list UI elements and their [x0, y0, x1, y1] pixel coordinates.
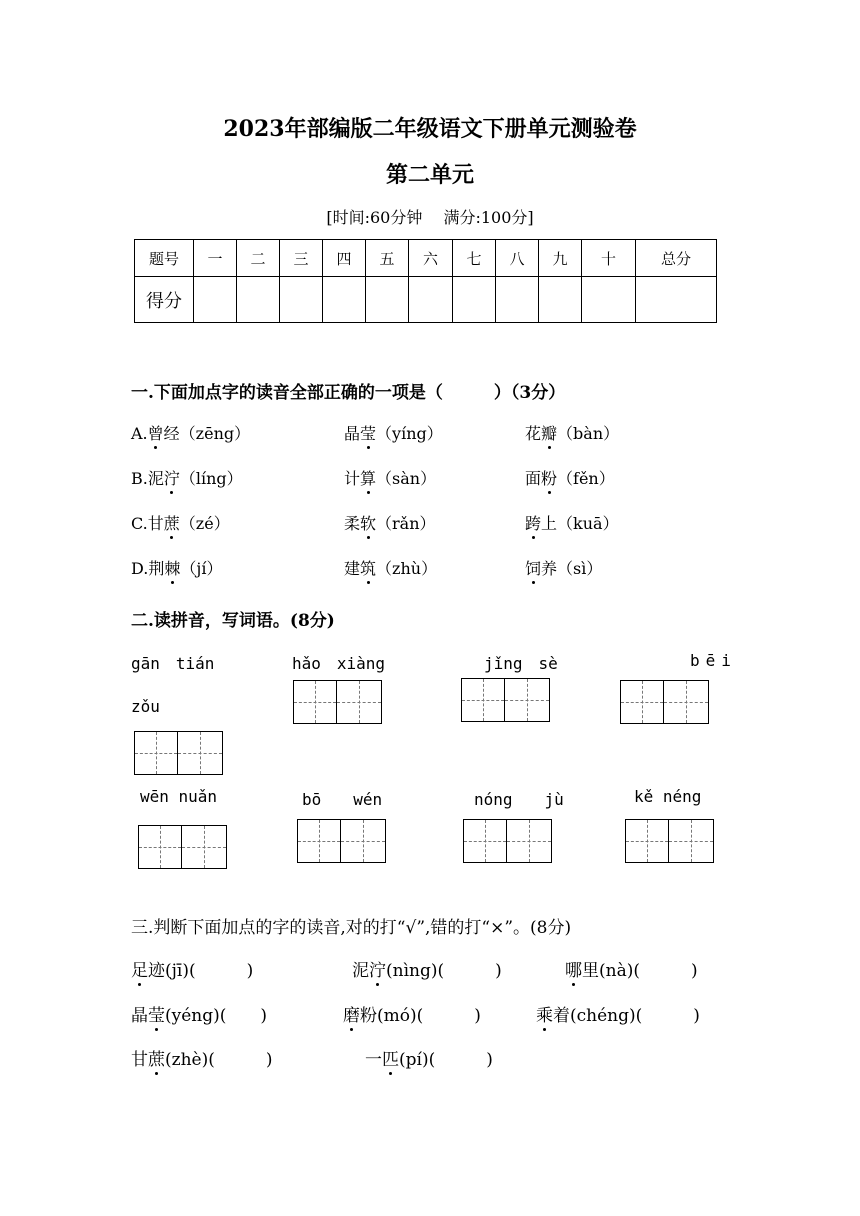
word-char: 蔗: [164, 511, 180, 534]
word-char: 泞: [164, 466, 180, 489]
dotted-char: 蔗: [148, 1045, 165, 1070]
score-input-cell[interactable]: [636, 277, 717, 323]
dotted-char: 泞: [369, 956, 386, 981]
q1-option-item: [525, 511, 619, 534]
option-letter: C.: [131, 514, 148, 533]
q1-option-item: [344, 556, 437, 579]
dotted-char: 磨: [343, 1001, 360, 1026]
word-char: 泥: [147, 469, 164, 488]
dotted-char: 哪: [565, 956, 582, 981]
pinyin-label: nóng jù: [474, 790, 564, 809]
score-table-cell: 五: [366, 240, 409, 277]
pinyin-label: jǐng sè: [484, 654, 558, 673]
pinyin-label: kě néng: [634, 787, 702, 806]
score-table-cell: 十: [582, 240, 636, 277]
score-input-cell[interactable]: [582, 277, 636, 323]
pinyin-label: hǎo xiàng: [292, 654, 386, 673]
pinyin-text: （zēng）: [179, 424, 251, 443]
q2-heading: 二.读拼音，写词语。(8分): [131, 611, 335, 631]
word-char: 面: [525, 469, 542, 488]
word-char: 上: [541, 514, 558, 533]
writing-grid[interactable]: [463, 819, 552, 863]
score-table-cell: 总分: [636, 240, 717, 277]
writing-grid[interactable]: [461, 678, 550, 722]
word-char: 养: [541, 559, 558, 578]
score-table-header-row: [135, 240, 717, 277]
q3-item[interactable]: 乘着(chéng)( ): [536, 1001, 700, 1026]
pinyin-label: wēn nuǎn: [140, 787, 218, 806]
q1-option-item: [131, 466, 243, 489]
score-input-cell[interactable]: [409, 277, 453, 323]
q1-option-item: [525, 466, 615, 489]
word-char: 莹: [360, 421, 376, 444]
pinyin-text: （sì）: [557, 559, 603, 578]
word-char: 经: [163, 424, 180, 443]
score-table-cell: 四: [323, 240, 366, 277]
score-table-score-row: [135, 277, 717, 323]
q3-item[interactable]: 晶莹(yéng)( ): [131, 1001, 267, 1026]
word-char: 甘: [147, 514, 164, 533]
word-char: 粉: [541, 466, 557, 489]
q3-item[interactable]: 甘蔗(zhè)( ): [131, 1045, 273, 1070]
q1-option-item: [525, 556, 602, 579]
word-char: 软: [360, 511, 376, 534]
pinyin-text: （zé）: [179, 514, 230, 533]
unit-title: 第二单元: [385, 162, 474, 188]
word-char: 筑: [360, 556, 376, 579]
pinyin-label: gān tián: [131, 654, 215, 673]
option-letter: D.: [131, 559, 149, 578]
pinyin-text: （bàn）: [557, 424, 620, 443]
time-score-info: [时间:60分钟 满分:100分]: [326, 208, 534, 227]
score-table-cell: 三: [280, 240, 323, 277]
score-table-cell: 二: [237, 240, 280, 277]
word-char: 棘: [164, 556, 180, 579]
score-input-cell[interactable]: [237, 277, 280, 323]
score-input-cell[interactable]: [366, 277, 409, 323]
dotted-char: 莹: [148, 1001, 165, 1026]
q3-item[interactable]: 哪里(nà)( ): [565, 956, 698, 981]
score-input-cell[interactable]: [496, 277, 539, 323]
dotted-char: 乘: [536, 1001, 553, 1026]
word-char: 荆: [148, 559, 165, 578]
score-input-cell[interactable]: [539, 277, 582, 323]
pinyin-text: （jí）: [180, 559, 223, 578]
score-input-cell[interactable]: [323, 277, 366, 323]
word-char: 瓣: [541, 421, 557, 444]
writing-grid[interactable]: [134, 731, 223, 775]
q1-option-item: [131, 556, 222, 579]
score-table: [134, 239, 717, 323]
q1-option-item: [131, 511, 230, 534]
score-table-cell: 七: [453, 240, 496, 277]
q3-item[interactable]: 足迹(jī)( ): [131, 956, 253, 981]
writing-grid[interactable]: [620, 680, 709, 724]
pinyin-text: （zhù）: [376, 559, 438, 578]
q3-item[interactable]: 磨粉(mó)( ): [343, 1001, 481, 1026]
score-input-cell[interactable]: [453, 277, 496, 323]
word-char: 柔: [344, 514, 361, 533]
writing-grid[interactable]: [625, 819, 714, 863]
word-char: 花: [525, 424, 542, 443]
q1-option-item: [344, 421, 443, 444]
score-row-label: 得分: [135, 277, 194, 323]
q1-option-item: [525, 421, 619, 444]
exam-title: 2023年部编版二年级语文下册单元测验卷: [223, 116, 637, 142]
word-char: 晶: [344, 424, 361, 443]
writing-grid[interactable]: [297, 819, 386, 863]
q1-option-item: [344, 466, 436, 489]
score-table-cell: 一: [194, 240, 237, 277]
pinyin-label: bēi: [690, 651, 737, 670]
score-table-cell: 六: [409, 240, 453, 277]
option-letter: A.: [131, 424, 148, 443]
word-char: 曾: [148, 421, 164, 444]
word-char: 跨: [525, 511, 541, 534]
pinyin-text: （rǎn）: [376, 514, 436, 533]
q3-heading: 三.判断下面加点的字的读音,对的打“√”,错的打“×”。(8分): [131, 918, 572, 938]
word-char: 计: [344, 469, 361, 488]
word-char: 建: [344, 559, 361, 578]
score-table-cell: 题号: [135, 240, 194, 277]
word-char: 饲: [525, 556, 541, 579]
score-input-cell[interactable]: [194, 277, 237, 323]
pinyin-text: （fěn）: [557, 469, 615, 488]
pinyin-text: （kuā）: [557, 514, 619, 533]
option-letter: B.: [131, 469, 148, 488]
q3-item[interactable]: 泥泞(nìng)( ): [352, 956, 502, 981]
q1-heading: 一.下面加点字的读音全部正确的一项是（ ）（3分）: [131, 383, 566, 403]
pinyin-label: bō wén: [302, 790, 383, 809]
q1-option-item: [131, 421, 250, 444]
score-input-cell[interactable]: [280, 277, 323, 323]
pinyin-text: （líng）: [179, 469, 243, 488]
pinyin-text: （yíng）: [376, 424, 443, 443]
score-table-cell: 九: [539, 240, 582, 277]
q3-item[interactable]: 一匹(pí)( ): [365, 1045, 493, 1070]
word-char: 算: [360, 466, 376, 489]
writing-grid[interactable]: [293, 680, 382, 724]
dotted-char: 足: [131, 956, 148, 981]
score-table-cell: 八: [496, 240, 539, 277]
q1-option-item: [344, 511, 436, 534]
writing-grid[interactable]: [138, 825, 227, 869]
dotted-char: 匹: [382, 1045, 399, 1070]
pinyin-label: zǒu: [131, 697, 160, 716]
pinyin-text: （sàn）: [376, 469, 437, 488]
